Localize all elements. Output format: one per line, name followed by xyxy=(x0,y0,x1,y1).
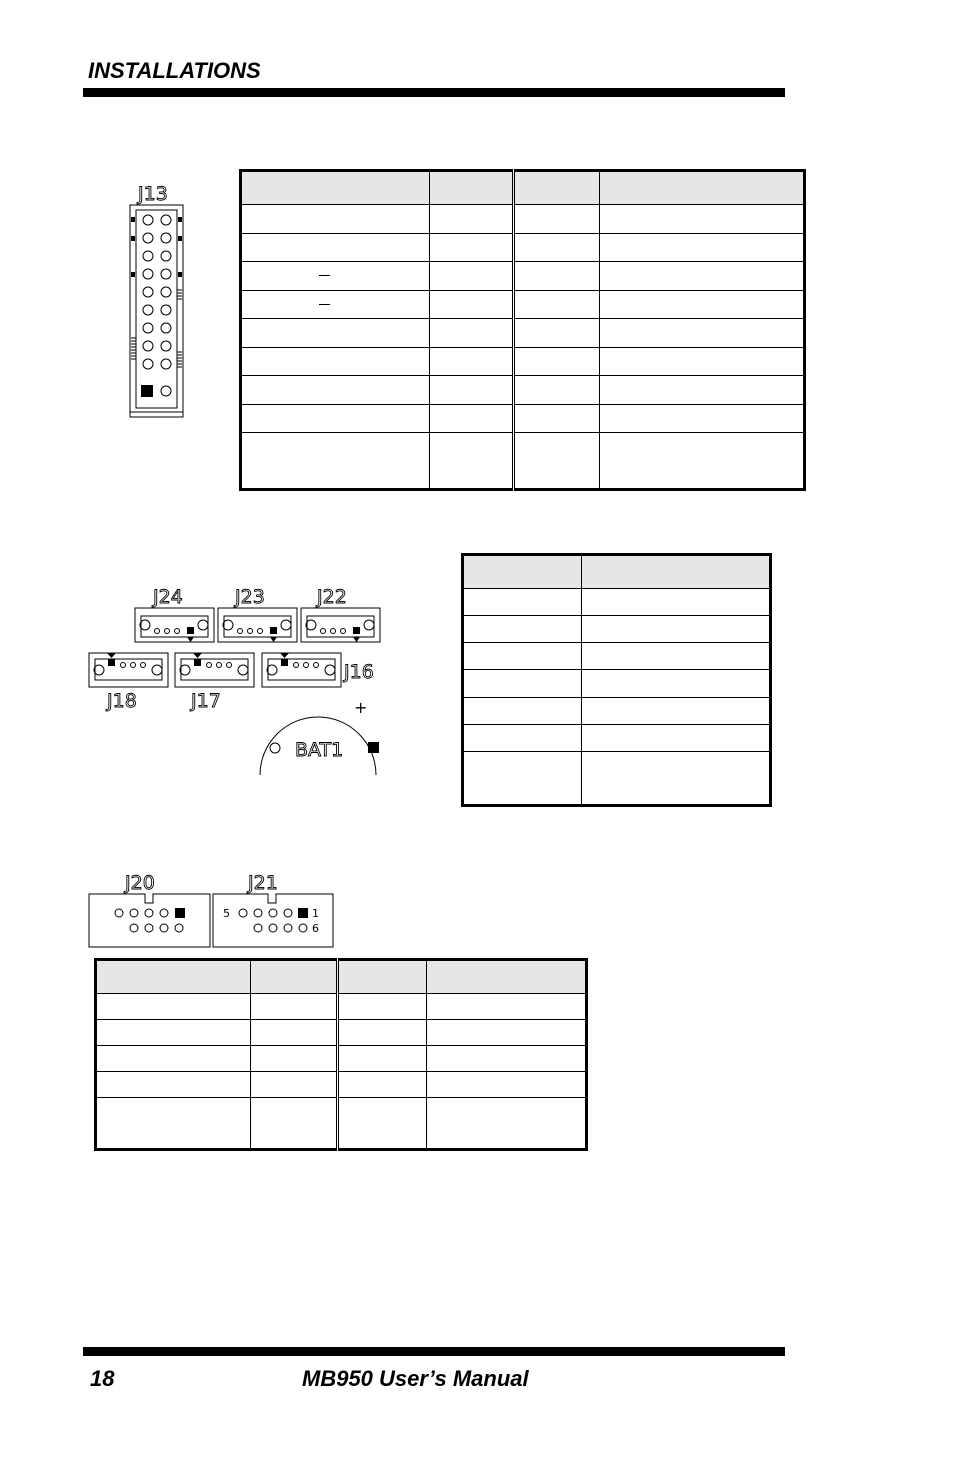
header-rule xyxy=(83,88,785,97)
table-row xyxy=(241,290,805,319)
bat-plus-label: + xyxy=(354,698,368,717)
j13-pin-table xyxy=(239,169,806,491)
table-row xyxy=(241,404,805,433)
page-number: 18 xyxy=(90,1366,115,1391)
table-row xyxy=(241,233,805,262)
table-row xyxy=(241,205,805,234)
j24-label: J24 xyxy=(153,586,183,608)
table-row xyxy=(463,643,771,670)
table-row xyxy=(96,1098,587,1150)
table-row xyxy=(96,994,587,1020)
bat1-label: BAT1 xyxy=(295,739,344,761)
j17-label: J17 xyxy=(191,690,221,712)
table-row xyxy=(241,262,805,291)
table-row xyxy=(96,1046,587,1072)
j23-label: J23 xyxy=(235,586,265,608)
overline-mark xyxy=(319,304,330,305)
table-header-row xyxy=(96,960,587,994)
table-row xyxy=(463,751,771,805)
table-row xyxy=(463,616,771,643)
j13-connector-diagram xyxy=(120,180,200,425)
table-row xyxy=(241,376,805,405)
j20-j21-connector-diagram xyxy=(85,865,340,955)
j18-label: J18 xyxy=(107,690,137,712)
j21-pin6-label: 6 xyxy=(312,922,319,935)
manual-title: MB950 User’s Manual xyxy=(302,1366,529,1391)
footer-rule xyxy=(83,1347,785,1356)
table-header-row xyxy=(241,171,805,205)
table-header-row xyxy=(463,555,771,589)
table-row xyxy=(241,319,805,348)
j20-label: J20 xyxy=(125,872,155,894)
section-title: INSTALLATIONS xyxy=(88,58,261,83)
table-row xyxy=(463,670,771,697)
j21-pin5-label: 5 xyxy=(223,907,230,920)
overline-mark xyxy=(319,275,330,276)
j22-label: J22 xyxy=(317,586,347,608)
fan-battery-connector-diagram xyxy=(85,580,395,780)
table-row xyxy=(463,589,771,616)
j20-j21-pin-table xyxy=(94,958,588,1151)
j21-label: J21 xyxy=(248,872,278,894)
table-row xyxy=(241,433,805,490)
table-row xyxy=(241,347,805,376)
j21-pin1-label: 1 xyxy=(312,907,319,920)
j16-label: J16 xyxy=(344,661,374,683)
j13-label: J13 xyxy=(138,183,168,205)
fan-pin-table xyxy=(461,553,772,807)
table-row xyxy=(463,724,771,751)
table-row xyxy=(96,1020,587,1046)
table-row xyxy=(463,697,771,724)
table-row xyxy=(96,1072,587,1098)
